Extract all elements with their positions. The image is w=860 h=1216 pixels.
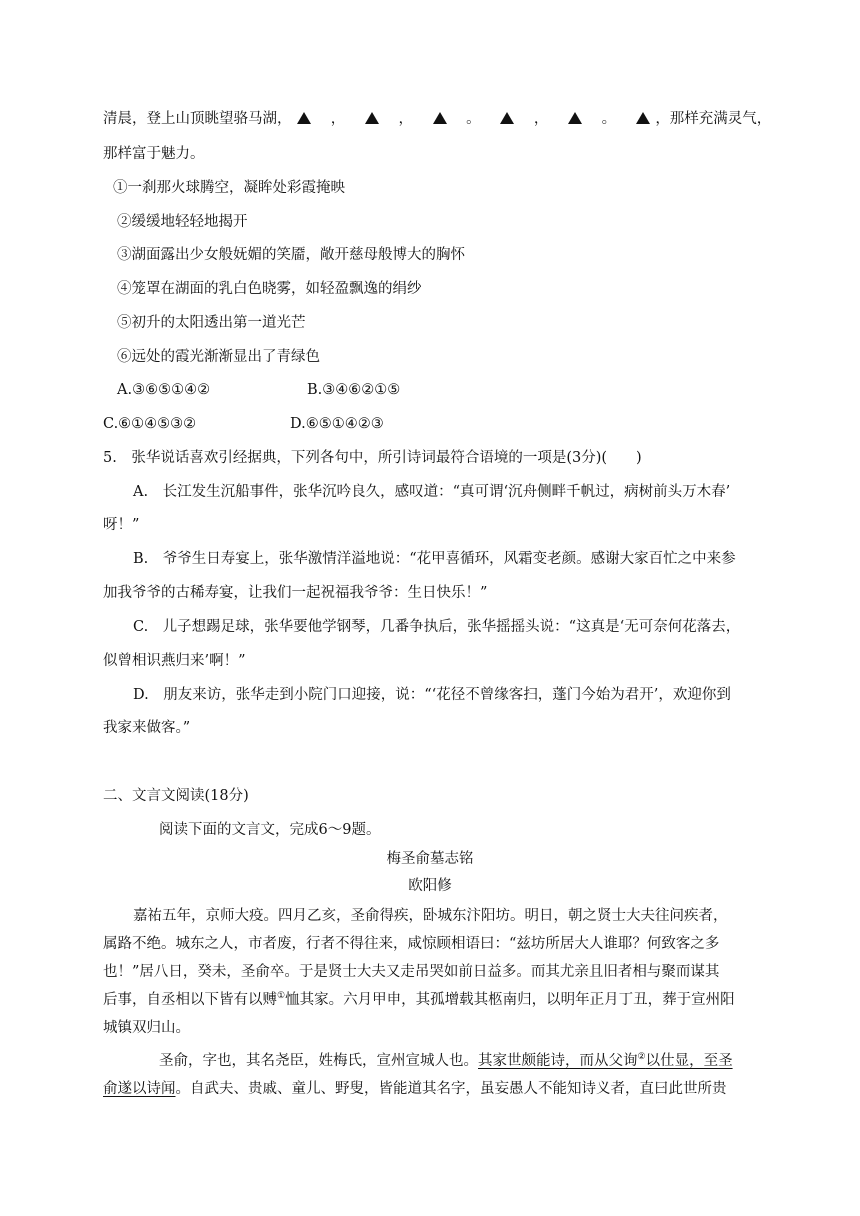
q4-option-c: C.⑥①④⑤③② [103,416,197,432]
q5-option-d-line1: D. 朋友来访，张华走到小院门口迎接，说：“‘花径不曾缘客扫，蓬门今始为君开’，欢迎你到 [133,687,731,703]
q4-option-b: B.③④⑥②①⑤ [307,382,401,398]
blank-triangle-icon [365,112,379,124]
q4-item-3: ③湖面露出少女般妩媚的笑靥，敞开慈母般博大的胸怀 [117,247,465,263]
section-heading: 二、文言文阅读(18分) [103,788,249,804]
blank-triangle-icon [636,112,650,124]
blank-triangle-icon [568,112,582,124]
section-instruction: 阅读下面的文言文，完成6～9题。 [159,822,381,838]
q5-option-c-line1: C. 儿子想踢足球，张华要他学钢琴，几番争执后，张华摇摇头说：“这真是‘无可奈何花落去， [133,619,741,635]
underlined-sentence [478,1053,733,1069]
q4-line-2: 那样富于魅力。 [103,146,205,162]
q4-line1-start: 清晨，登上山顶眺望骆马湖， [103,111,292,127]
q4-item-5: ⑤初升的太阳透出第一道光芒 [117,315,306,331]
q5-option-b-line2: 加我爷爷的古稀寿宴，让我们一起祝福我爷爷：生日快乐！” [103,585,488,601]
passage-p1-line4 [103,990,735,1010]
q5-option-b-line1: B. 爷爷生日寿宴上，张华激情洋溢地说：“花甲喜循环，风霜变老颜。感谢大家百忙之中来参 [133,551,736,567]
passage-text: 其家世颇能诗，而从父询 [478,1053,638,1069]
q4-sep-5: 。 [601,111,617,127]
passage-text: 。自武夫、贵戚、童儿、野叟，皆能道其名字，虽妄愚人不能知诗义者，直曰此世所贵 [175,1081,727,1097]
blank-triangle-icon [500,112,514,124]
q4-option-d: D.⑥⑤①④②③ [290,416,384,432]
q5-option-a-line1: A. 长江发生沉船事件，张华沉吟良久，感叹道：“真可谓‘沉舟侧畔千帆过，病树前头万木春’ [133,484,731,500]
blank-triangle-icon [297,112,311,124]
passage-text: 圣俞，字也，其名尧臣，姓梅氏，宣州宣城人也。 [159,1053,478,1069]
q4-sep-2: ， [398,111,413,127]
passage-p1-line1: 嘉祐五年，京师大疫。四月乙亥，圣俞得疾，卧城东汴阳坊。明日，朝之贤士大夫往问疾者， [133,908,728,924]
passage-text: 恤其家。六月甲申，其孤增载其柩南归，以明年正月丁丑，葬于宣州阳 [285,992,735,1008]
passage-p1-line3: 也！”居八日，癸未，圣俞卒。于是贤士大夫又走吊哭如前日益多。而其尤亲且旧者相与聚而谋其 [103,964,720,980]
q4-item-4: ④笼罩在湖面的乳白色晓雾，如轻盈飘逸的绢纱 [117,281,422,297]
passage-p1-line5: 城镇双归山。 [103,1020,190,1036]
passage-author: 欧阳修 [408,878,452,894]
underlined-sentence: 俞遂以诗闻 [103,1081,176,1097]
passage-p2-line1 [159,1051,733,1071]
q4-line1-end: ，那样充满灵气， [655,111,772,127]
q5-option-d-line2: 我家来做客。” [103,720,191,736]
q5-option-a-line2: 呀！” [103,517,140,533]
q4-option-a: A.③⑥⑤①④② [117,382,211,398]
passage-text: 以仕显，至圣 [645,1053,733,1069]
passage-p1-line2: 属路不绝。城东之人，市者废，行者不得往来，咸惊顾相语曰：“兹坊所居大人谁耶？何致客之多 [103,936,720,952]
q4-sep-1: ， [330,111,346,127]
q4-sep-4: ， [533,111,549,127]
blank-triangle-icon [433,112,447,124]
footnote-marker: ① [277,991,286,1002]
q5-option-c-line2: 似曾相识燕归来’啊！” [103,653,246,669]
q5-stem: 5. 张华说话喜欢引经据典，下列各句中，所引诗词最符合语境的一项是(3分)( ) [103,450,642,466]
q4-line-1 [103,109,771,129]
footnote-marker: ② [637,1052,646,1063]
passage-title: 梅圣俞墓志铭 [386,851,474,867]
q4-item-6: ⑥远处的霞光渐渐显出了青绿色 [117,349,320,365]
q4-sep-3: 。 [466,111,481,127]
passage-text: 后事，自丞相以下皆有以赙 [103,992,277,1008]
q4-item-2: ②缓缓地轻轻地揭开 [117,214,248,230]
passage-p2-line2 [103,1079,727,1099]
q4-item-1: ①一刹那火球腾空，凝眸处彩霞掩映 [113,180,345,196]
